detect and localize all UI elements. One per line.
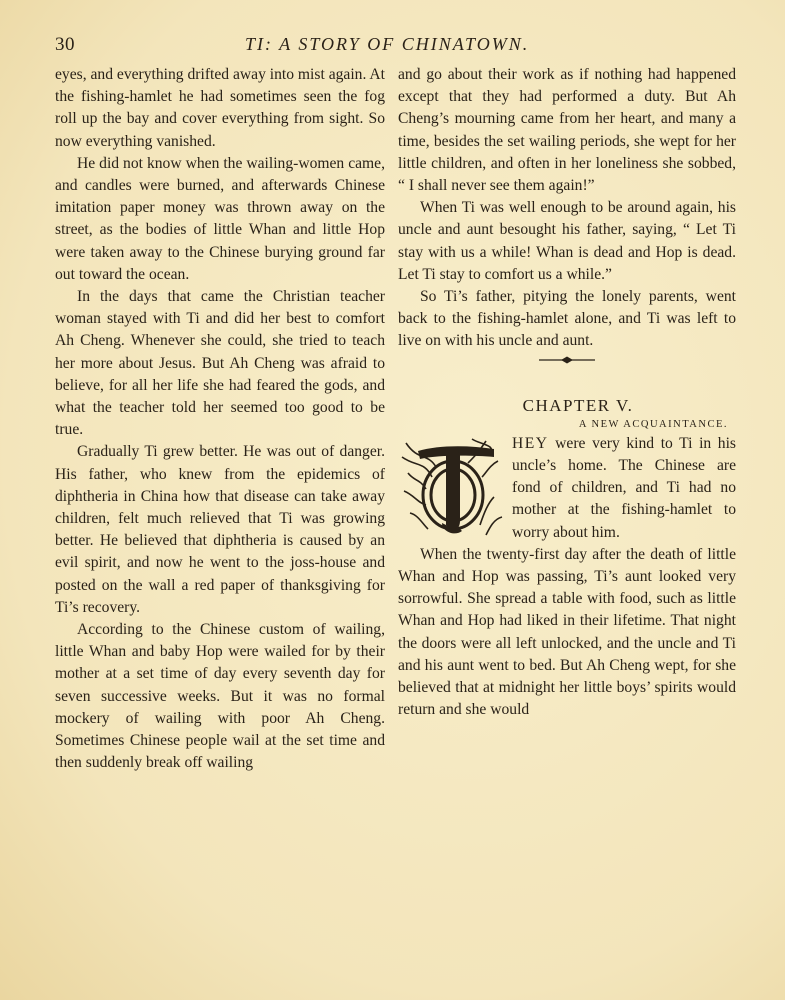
- chapter-first-paragraph: [398, 433, 736, 544]
- page-header: [55, 34, 755, 60]
- left-paragraph-1: eyes, and everything drifted away into mist again. At the fishing-hamlet he had sometimes seen the fog roll up the bay and cover everything from sight. So now everything vanished.: [55, 66, 385, 150]
- running-title: TI: A STORY OF CHINATOWN.: [245, 34, 530, 54]
- drop-cap-illustration: [398, 433, 508, 541]
- left-paragraph-5: According to the Chinese custom of wailing, little Whan and baby Hop were wailed for by their mother at a set time of day every seventh day for seven successive weeks. But it was no formal mockery of wailing with poor Ah Cheng. Sometimes Chinese people wail at the set time and then suddenly break off wailing: [55, 621, 385, 772]
- right-paragraph-2: When Ti was well enough to be around again, his uncle and aunt besought his father, saying, “ Let Ti stay with us a while! Whan is dead and Hop is dead. Let Ti stay to comfort us a while.”: [398, 199, 736, 283]
- chapter-title: CHAPTER V.: [522, 395, 634, 415]
- right-paragraph-after-chapter: When the twenty-first day after the death of little Whan and Hop was passing, Ti’s aunt looked very sorrowful. She spread a table with food, such as little Whan and Hop had liked in their lifetime. That night the doors were all left unlocked, and the uncle and Ti and his aunt went to bed. But Ah Cheng wept, for she believed that at midnight her little boys’ spirits would return and she would: [398, 545, 736, 719]
- right-column: [398, 64, 736, 721]
- left-column: [55, 64, 385, 775]
- left-paragraph-4: Gradually Ti grew better. He was out of danger. His father, who knew from the epidemics of diphtheria in China how that disease can take away children, felt much relieved that Ti was growing better. He believed that diphtheria is caused by an evil spirit, and now he went to the joss-house and posted on the wall a red paper of thanksgiving for Ti’s recovery.: [55, 443, 385, 616]
- right-paragraph-3: So Ti’s father, pitying the lonely parents, went back to the fishing-hamlet alone, and Ti was left to live on with his uncle and aunt.: [398, 288, 736, 350]
- chapter-first-para-rest: were very kind to Ti in his uncle’s home. The Chinese are fond of children, and Ti had no mother at the fishing-hamlet to worry about him.: [512, 434, 736, 541]
- chapter-first-word: HEY: [512, 434, 549, 452]
- right-paragraph-1: and go about their work as if nothing had happened except that they had performed a duty. But Ah Cheng’s mourning came from her heart, and many a time, besides the set wailing periods, she wept for her little children, and often in her loneliness she sobbed, “ I shall never see them again!”: [398, 66, 736, 195]
- page-number: 30: [55, 34, 75, 55]
- left-paragraph-3: In the days that came the Christian teacher woman stayed with Ti and did her best to comfort Ah Cheng. Whenever she could, she tried to teach her more about Jesus. But Ah Cheng was afraid to believe, for all her life she had feared the gods, and what the teacher told her seemed too good to be true.: [55, 288, 385, 439]
- drop-cap-letter: T: [456, 445, 461, 455]
- chapter-subtitle: A NEW ACQUAINTANCE.: [578, 418, 728, 430]
- section-divider-ornament: [537, 355, 597, 365]
- left-paragraph-2: He did not know when the wailing-women came, and candles were burned, and afterwards Chinese imitation paper money was thrown away on the street, as the bodies of little Whan and little Hop were taken away to the Chinese burying ground far out toward the ocean.: [55, 154, 385, 283]
